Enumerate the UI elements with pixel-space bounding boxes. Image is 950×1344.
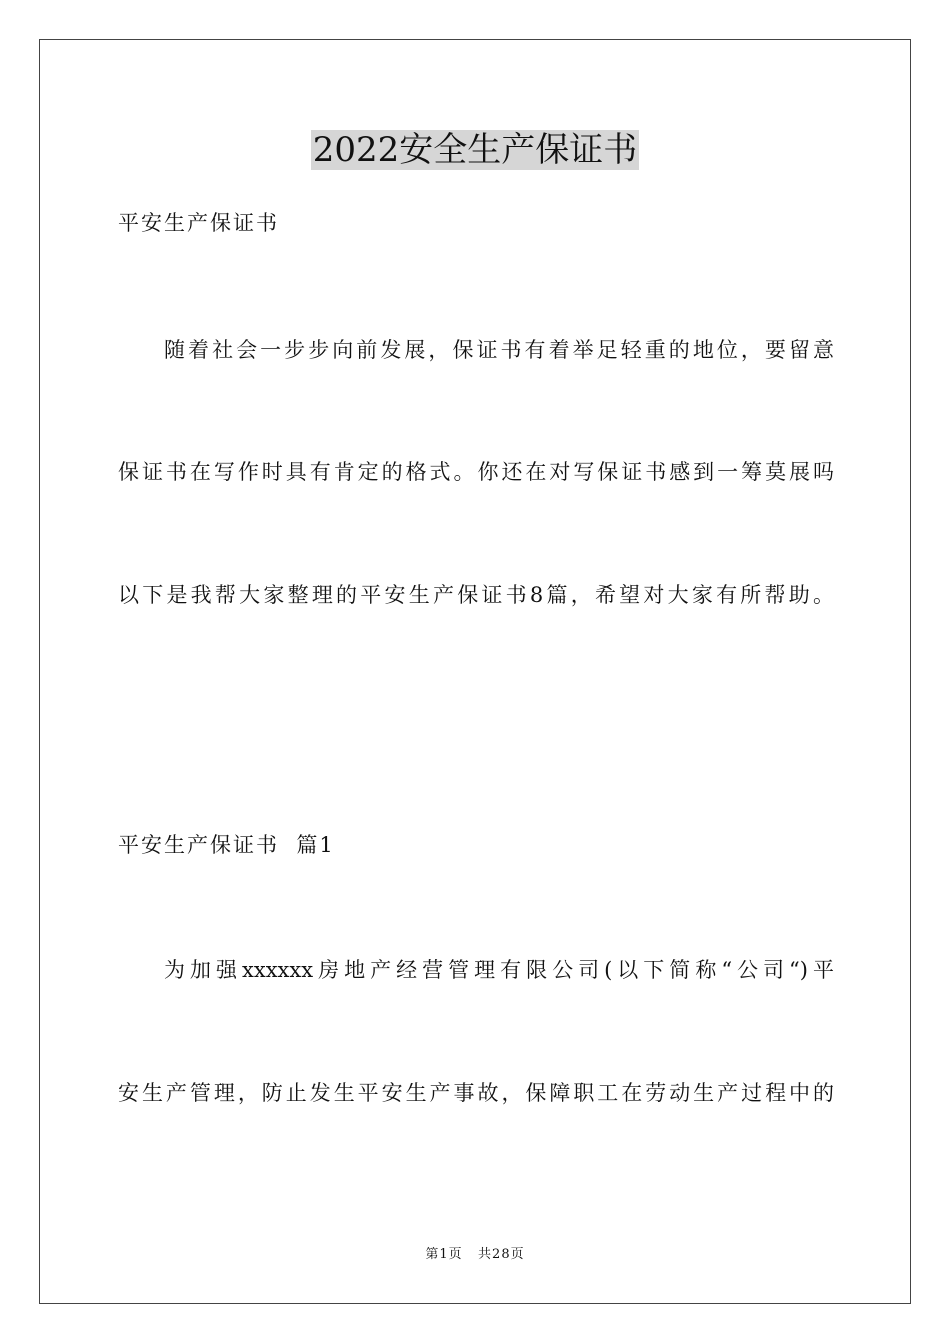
page-number-footer: 第1页 共28页 [425,1247,525,1262]
document-title [0,128,950,172]
intro-line-1: 随着社会一步步向前发展，保证书有着举足轻重的地位，要留意 [164,338,834,362]
document-title-text: 2022安全生产保证书 [312,130,638,170]
section-line-2: 安生产管理，防止发生平安生产事故，保障职工在劳动生产过程中的 [118,1081,834,1105]
section-heading: 平安生产保证书 篇1 [118,833,335,857]
document-subtitle: 平安生产保证书 [118,211,279,235]
section-line-1: 为加强xxxxxx房地产经营管理有限公司(以下简称“公司“)平 [164,958,834,982]
intro-line-3: 以下是我帮大家整理的平安生产保证书8篇，希望对大家有所帮助。 [118,583,834,607]
intro-line-2: 保证书在写作时具有肯定的格式。你还在对写保证书感到一筹莫展吗 [118,460,834,484]
